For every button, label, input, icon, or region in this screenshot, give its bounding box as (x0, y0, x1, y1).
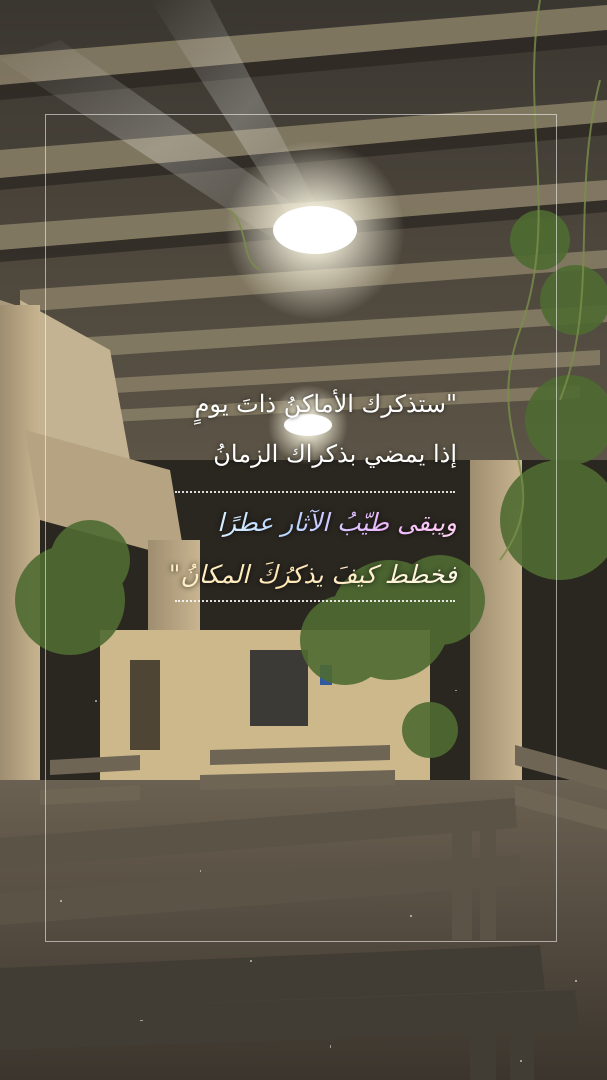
poem-line-1: "ستذكرك الأماكنُ ذاتَ يومٍ (194, 390, 457, 418)
dotted-divider (175, 491, 455, 493)
back-door (130, 660, 160, 750)
back-window (250, 650, 308, 726)
poem-line-3: ويبقى طيّبُ الآثارِ عطرًا (217, 508, 457, 537)
dotted-divider (175, 600, 455, 602)
ceiling-lamp (273, 206, 357, 254)
poem-line-2: إذا يمضي بذكراك الزمانُ (213, 440, 457, 468)
poem-line-4: فخطط كيفَ يذكرُكَ المكانُ" (168, 560, 457, 589)
